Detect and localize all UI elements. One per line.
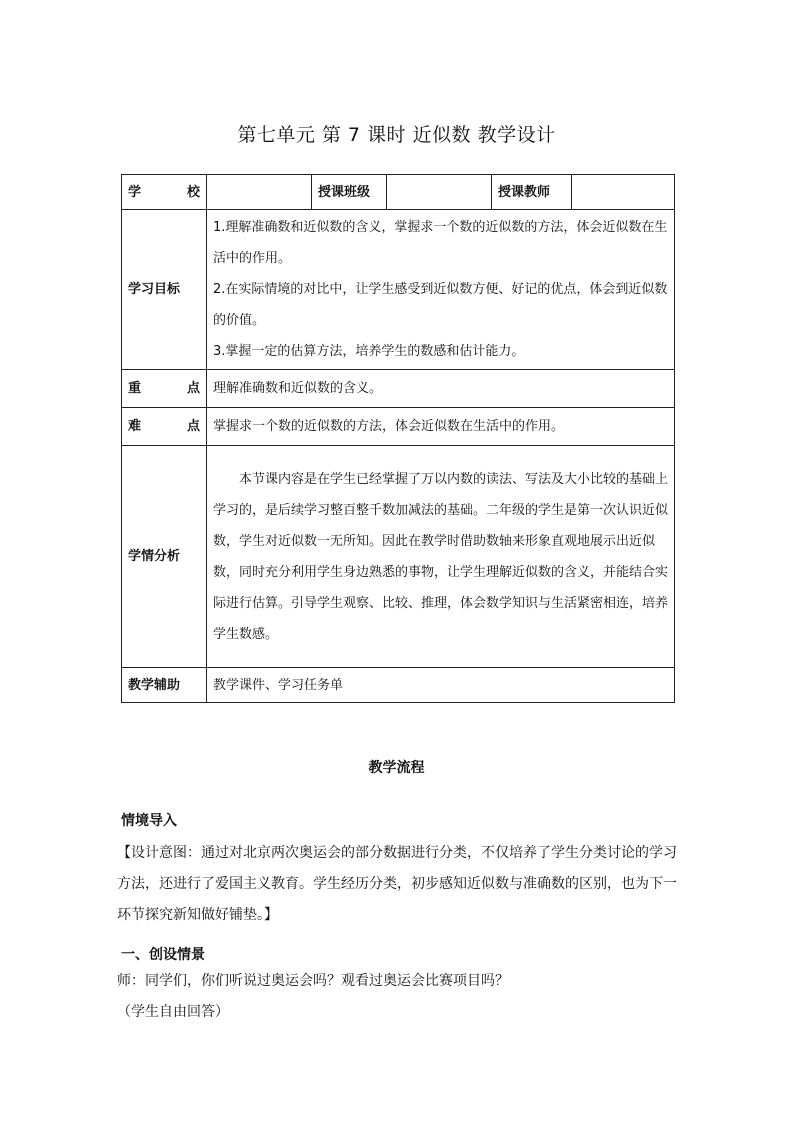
teacher-line: 师：同学们，你们听说过奥运会吗？观看过奥运会比赛项目吗？ — [117, 973, 509, 989]
table-row-difficulty — [122, 408, 675, 446]
school-value — [207, 175, 312, 210]
table-row-goals — [122, 210, 675, 370]
school-label: 学 校 — [122, 175, 207, 210]
design-intent-block — [117, 838, 677, 931]
key-value: 理解准确数和近似数的含义。 — [207, 370, 675, 408]
class-value — [387, 175, 492, 210]
table-row-aids — [122, 668, 675, 703]
goals-cell — [207, 210, 675, 370]
teacher-value — [572, 175, 675, 210]
design-intent-text: 【设计意图：通过对北京两次奥运会的部分数据进行分类，不仅培养了学生分类讨论的学习方法，还进行了爱国主义教育。学生经历分类，初步感知近似数与准确数的区别，也为下一环节探究新知做好铺垫。】 — [117, 845, 677, 923]
table-row-key — [122, 370, 675, 408]
difficulty-value: 掌握求一个数的近似数的方法，体会近似数在生活中的作用。 — [207, 408, 675, 446]
page-title: 第七单元 第 7 课时 近似数 教学设计 — [237, 124, 556, 146]
difficulty-label: 难 点 — [122, 408, 207, 446]
goal-item-2: 2.在实际情境的对比中，让学生感受到近似数方便、好记的优点，体会到近似数的价值。 — [213, 282, 668, 328]
student-line: （学生自由回答） — [117, 1004, 229, 1020]
analysis-cell — [207, 446, 675, 668]
section-title-scenario: 一、创设情景 — [121, 947, 205, 963]
key-label: 重 点 — [122, 370, 207, 408]
teacher-label: 授课教师 — [492, 175, 572, 210]
analysis-text: 本节课内容是在学生已经掌握了万以内数的读法、写法及大小比较的基础上学习的，是后续学习整百整千数加减法的基础。二年级的学生是第一次认识近似数，学生对近似数一无所知。因此在教学时借助数轴来形象直观地展示出近似数，同时充分利用学生身边熟悉的事物，让学生理解近似数的含义，并能结合实际进行估算。引导学生观察、比较、推理，体会数学知识与生活紧密相连，培养学生数感。 — [213, 471, 669, 642]
aids-label: 教学辅助 — [122, 668, 207, 703]
section-title-intro: 情境导入 — [121, 813, 177, 829]
goal-item-1: 1.理解准确数和近似数的含义，掌握求一个数的近似数的方法，体会近似数在生活中的作用。 — [213, 220, 668, 266]
aids-value: 教学课件、学习任务单 — [207, 668, 675, 703]
table-row-school — [122, 175, 675, 210]
dialogue-block — [117, 966, 677, 1028]
table-row-analysis — [122, 446, 675, 668]
flow-title: 教学流程 — [368, 760, 425, 776]
analysis-label: 学情分析 — [122, 446, 207, 668]
goals-label: 学习目标 — [122, 210, 207, 370]
goal-item-3: 3.掌握一定的估算方法，培养学生的数感和估计能力。 — [213, 344, 525, 359]
lesson-info-table — [121, 174, 675, 703]
class-label: 授课班级 — [312, 175, 387, 210]
